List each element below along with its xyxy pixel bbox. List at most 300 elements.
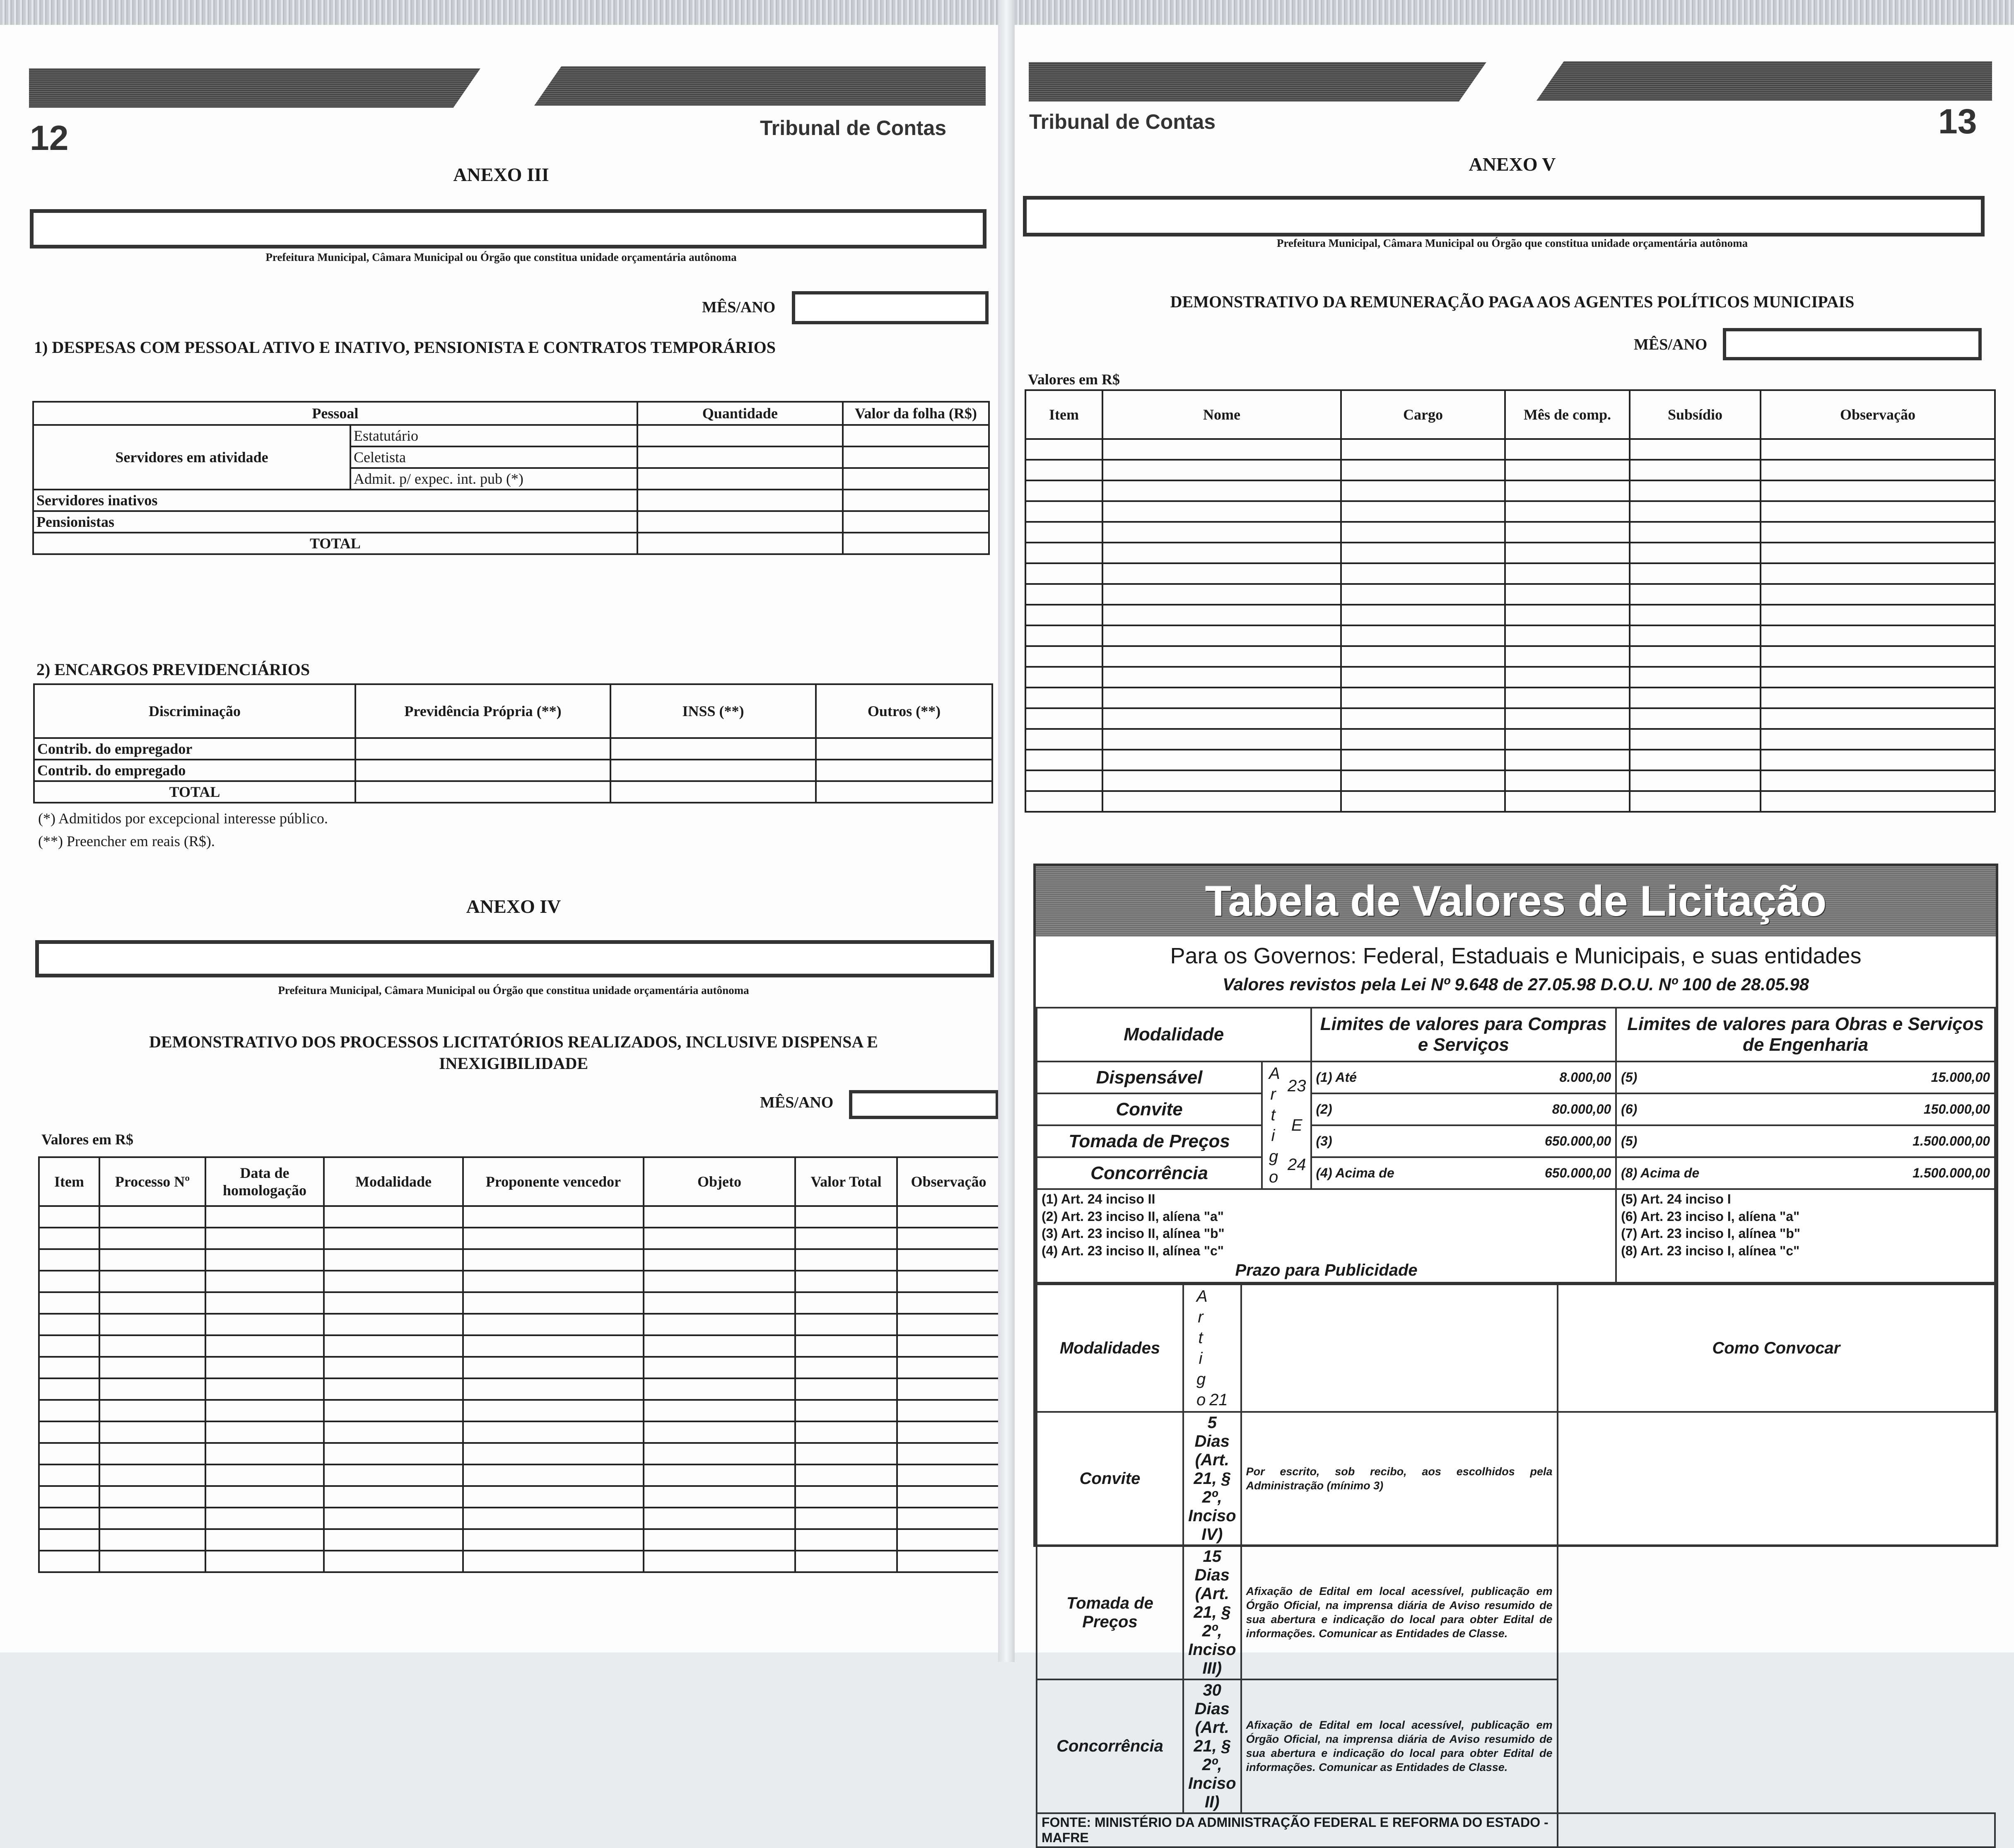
cell-input[interactable] (463, 1464, 644, 1486)
cell-input[interactable] (795, 1508, 897, 1529)
cell-input[interactable] (463, 1529, 644, 1551)
cell-input[interactable] (1505, 770, 1630, 791)
cell-input[interactable] (1761, 625, 1995, 646)
cell-input[interactable] (1630, 543, 1761, 563)
cell-input[interactable] (1630, 688, 1761, 708)
artigo-letters: A r t i g o (1269, 1064, 1280, 1186)
table-row (39, 1292, 1000, 1314)
cell-input[interactable] (39, 1335, 99, 1357)
cell-input[interactable] (463, 1249, 644, 1271)
cell-input[interactable] (1102, 667, 1341, 688)
col-header-valor-folha: Valor da folha (R$) (843, 402, 989, 425)
cell-input[interactable] (1025, 605, 1102, 625)
cell-input[interactable] (897, 1486, 1000, 1508)
cell-input[interactable] (1505, 460, 1630, 480)
cell-input[interactable] (644, 1443, 795, 1464)
cell-input[interactable] (1102, 480, 1341, 501)
cell-input[interactable] (1761, 688, 1995, 708)
cell-input[interactable] (1505, 688, 1630, 708)
cell-input[interactable] (795, 1486, 897, 1508)
cell-input[interactable] (1025, 625, 1102, 646)
cell-input[interactable] (463, 1314, 644, 1335)
cell-input[interactable] (324, 1529, 463, 1551)
cell-input[interactable] (1761, 770, 1995, 791)
cell-input[interactable] (1761, 543, 1995, 563)
cell-input[interactable] (463, 1378, 644, 1400)
cell-input[interactable] (1102, 460, 1341, 480)
mes-ano-field[interactable] (792, 291, 989, 324)
prazo-row (1037, 1679, 1995, 1813)
cell-input[interactable] (610, 781, 816, 803)
cell-input[interactable] (39, 1443, 99, 1464)
cell-input[interactable] (1761, 791, 1995, 812)
cell-input[interactable] (843, 468, 989, 490)
cell-input[interactable] (1025, 563, 1102, 584)
cell-input[interactable] (39, 1357, 99, 1378)
cell-input[interactable] (99, 1443, 205, 1464)
cell-input[interactable] (1630, 460, 1761, 480)
cell-input[interactable] (463, 1228, 644, 1249)
cell-input[interactable] (816, 760, 992, 781)
cell-input[interactable] (1341, 791, 1505, 812)
cell-input[interactable] (1025, 460, 1102, 480)
cell-input[interactable] (463, 1206, 644, 1228)
cell-input[interactable] (39, 1228, 99, 1249)
cell-input[interactable] (1761, 708, 1995, 729)
cell-input[interactable] (1505, 750, 1630, 770)
cell-input[interactable] (1761, 460, 1995, 480)
cell-input[interactable] (843, 533, 989, 554)
cell-input[interactable] (205, 1206, 324, 1228)
cell-input[interactable] (1505, 584, 1630, 605)
cell-input[interactable] (39, 1551, 99, 1572)
cell-input[interactable] (1025, 501, 1102, 522)
cell-input[interactable] (795, 1335, 897, 1357)
cell-input[interactable] (644, 1421, 795, 1443)
cell-input[interactable] (324, 1443, 463, 1464)
header-banner-right-b (1536, 61, 1992, 101)
col-header-discriminacao: Discriminação (34, 684, 355, 738)
table-row (1025, 688, 1995, 708)
cell-input[interactable] (1025, 688, 1102, 708)
cell-input[interactable] (355, 760, 610, 781)
cell-input[interactable] (39, 1271, 99, 1292)
cell-input[interactable] (795, 1292, 897, 1314)
cell-input[interactable] (1505, 501, 1630, 522)
cell-input[interactable] (463, 1271, 644, 1292)
cell-input[interactable] (1341, 688, 1505, 708)
cell-input[interactable] (463, 1486, 644, 1508)
cell-input[interactable] (205, 1228, 324, 1249)
cell-input[interactable] (39, 1249, 99, 1271)
mes-ano-label: MÊS/ANO (760, 1094, 834, 1111)
cell-input[interactable] (1761, 646, 1995, 667)
cell-input[interactable] (897, 1508, 1000, 1529)
cell-input[interactable] (644, 1378, 795, 1400)
cell-input[interactable] (463, 1551, 644, 1572)
cell-input[interactable] (205, 1357, 324, 1378)
cell-input[interactable] (1505, 522, 1630, 543)
compras-valor: 8.000,00 (1469, 1062, 1616, 1093)
cell-input[interactable] (897, 1464, 1000, 1486)
cell-input[interactable] (1341, 770, 1505, 791)
cell-input[interactable] (1341, 625, 1505, 646)
cell-input[interactable] (795, 1206, 897, 1228)
cell-input[interactable] (637, 533, 843, 554)
cell-input[interactable] (843, 511, 989, 533)
cell-input[interactable] (897, 1551, 1000, 1572)
cell-input[interactable] (324, 1400, 463, 1421)
cell-input[interactable] (1341, 750, 1505, 770)
cell-input[interactable] (644, 1529, 795, 1551)
cell-input[interactable] (463, 1443, 644, 1464)
cell-input[interactable] (1630, 770, 1761, 791)
cell-input[interactable] (795, 1400, 897, 1421)
cell-input[interactable] (795, 1378, 897, 1400)
cell-input[interactable] (644, 1464, 795, 1486)
cell-input[interactable] (1025, 729, 1102, 750)
cell-input[interactable] (99, 1271, 205, 1292)
cell-input[interactable] (644, 1314, 795, 1335)
cell-input[interactable] (897, 1421, 1000, 1443)
cell-input[interactable] (1102, 501, 1341, 522)
cell-input[interactable] (39, 1486, 99, 1508)
cell-input[interactable] (1761, 439, 1995, 460)
cell-input[interactable] (1102, 605, 1341, 625)
cell-input[interactable] (205, 1421, 324, 1443)
cell-input[interactable] (99, 1421, 205, 1443)
cell-input[interactable] (1102, 729, 1341, 750)
cell-input[interactable] (463, 1292, 644, 1314)
note: (4) Art. 23 inciso II, alínea "c" (1042, 1243, 1224, 1258)
table-row (39, 1529, 1000, 1551)
cell-input[interactable] (1630, 605, 1761, 625)
table-row (1025, 543, 1995, 563)
cell-input[interactable] (99, 1378, 205, 1400)
cell-input[interactable] (99, 1529, 205, 1551)
cell-input[interactable] (897, 1249, 1000, 1271)
cell-input[interactable] (1025, 543, 1102, 563)
cell-input[interactable] (843, 425, 989, 446)
cell-input[interactable] (39, 1400, 99, 1421)
cell-input[interactable] (1761, 480, 1995, 501)
cell-input[interactable] (99, 1335, 205, 1357)
cell-input[interactable] (1761, 563, 1995, 584)
notes-right (1616, 1189, 1995, 1283)
cell-input[interactable] (795, 1271, 897, 1292)
cell-input[interactable] (637, 490, 843, 511)
cell-input[interactable] (1102, 543, 1341, 563)
cell-input[interactable] (1341, 563, 1505, 584)
cell-input[interactable] (897, 1206, 1000, 1228)
cell-input[interactable] (1630, 439, 1761, 460)
cell-input[interactable] (1341, 439, 1505, 460)
cell-input[interactable] (1630, 791, 1761, 812)
cell-input[interactable] (1025, 791, 1102, 812)
cell-input[interactable] (1025, 708, 1102, 729)
col-header: Data de homologação (205, 1157, 324, 1206)
cell-input[interactable] (324, 1486, 463, 1508)
cell-input[interactable] (39, 1529, 99, 1551)
cell-input[interactable] (644, 1400, 795, 1421)
cell-input[interactable] (1505, 439, 1630, 460)
cell-input[interactable] (99, 1400, 205, 1421)
cell-input[interactable] (1505, 625, 1630, 646)
cell-input[interactable] (1630, 646, 1761, 667)
cell-input[interactable] (637, 425, 843, 446)
cell-input[interactable] (843, 446, 989, 468)
cell-input[interactable] (1025, 439, 1102, 460)
compras-ref: (3) (1311, 1125, 1469, 1157)
cell-input[interactable] (1102, 750, 1341, 770)
cell-input[interactable] (1102, 688, 1341, 708)
entity-name-field[interactable] (30, 209, 986, 248)
cell-input[interactable] (795, 1314, 897, 1335)
cell-input[interactable] (205, 1249, 324, 1271)
cell-input[interactable] (463, 1357, 644, 1378)
cell-input[interactable] (1025, 770, 1102, 791)
cell-input[interactable] (1630, 750, 1761, 770)
cell-input[interactable] (324, 1314, 463, 1335)
row-label-empregador: Contrib. do empregador (34, 738, 355, 760)
cell-input[interactable] (463, 1421, 644, 1443)
cell-input[interactable] (1630, 522, 1761, 543)
cell-input[interactable] (1630, 708, 1761, 729)
cell-input[interactable] (637, 446, 843, 468)
note: (2) Art. 23 inciso II, alíena "a" (1042, 1209, 1224, 1224)
cell-input[interactable] (1025, 584, 1102, 605)
cell-input[interactable] (355, 781, 610, 803)
cell-input[interactable] (1341, 501, 1505, 522)
cell-input[interactable] (1102, 439, 1341, 460)
cell-input[interactable] (324, 1378, 463, 1400)
cell-input[interactable] (324, 1508, 463, 1529)
cell-input[interactable] (39, 1508, 99, 1529)
cell-input[interactable] (1505, 646, 1630, 667)
cell-input[interactable] (324, 1335, 463, 1357)
cell-input[interactable] (205, 1271, 324, 1292)
cell-input[interactable] (1505, 480, 1630, 501)
cell-input[interactable] (99, 1357, 205, 1378)
cell-input[interactable] (1630, 584, 1761, 605)
cell-input[interactable] (1102, 625, 1341, 646)
cell-input[interactable] (1341, 543, 1505, 563)
cell-input[interactable] (1505, 708, 1630, 729)
cell-input[interactable] (897, 1228, 1000, 1249)
cell-input[interactable] (1761, 667, 1995, 688)
cell-input[interactable] (324, 1271, 463, 1292)
entity-name-field[interactable] (35, 940, 994, 977)
cell-input[interactable] (644, 1249, 795, 1271)
cell-input[interactable] (1761, 584, 1995, 605)
cell-input[interactable] (897, 1357, 1000, 1378)
cell-input[interactable] (644, 1508, 795, 1529)
remuneracao-table (1025, 389, 1996, 813)
cell-input[interactable] (463, 1335, 644, 1357)
cell-input[interactable] (644, 1228, 795, 1249)
col-header-como-convocar: Como Convocar (1558, 1284, 1995, 1412)
cell-input[interactable] (644, 1292, 795, 1314)
cell-input[interactable] (795, 1357, 897, 1378)
cell-input[interactable] (1102, 791, 1341, 812)
cell-input[interactable] (99, 1292, 205, 1314)
cell-input[interactable] (324, 1551, 463, 1572)
cell-input[interactable] (1341, 667, 1505, 688)
cell-input[interactable] (355, 738, 610, 760)
cell-input[interactable] (1505, 667, 1630, 688)
cell-input[interactable] (39, 1292, 99, 1314)
cell-input[interactable] (1761, 729, 1995, 750)
cell-input[interactable] (324, 1249, 463, 1271)
cell-input[interactable] (39, 1378, 99, 1400)
cell-input[interactable] (205, 1378, 324, 1400)
cell-input[interactable] (795, 1249, 897, 1271)
cell-input[interactable] (1761, 605, 1995, 625)
cell-input[interactable] (644, 1206, 795, 1228)
cell-input[interactable] (795, 1443, 897, 1464)
cell-input[interactable] (816, 781, 992, 803)
row-label-inativos: Servidores inativos (33, 490, 637, 511)
row-label-empregado: Contrib. do empregado (34, 760, 355, 781)
cell-input[interactable] (644, 1551, 795, 1572)
cell-input[interactable] (1630, 480, 1761, 501)
cell-input[interactable] (1341, 708, 1505, 729)
col-header-obras: Limites de valores para Obras e Serviços de Engenharia (1616, 1008, 1995, 1062)
cell-input[interactable] (1025, 480, 1102, 501)
cell-input[interactable] (99, 1206, 205, 1228)
cell-input[interactable] (637, 511, 843, 533)
cell-input[interactable] (1630, 729, 1761, 750)
cell-input[interactable] (897, 1378, 1000, 1400)
artigo-label: A r t i g o (1196, 1287, 1208, 1409)
cell-input[interactable] (1102, 770, 1341, 791)
cell-input[interactable] (205, 1400, 324, 1421)
cell-input[interactable] (1505, 605, 1630, 625)
cell-input[interactable] (1102, 563, 1341, 584)
cell-input[interactable] (644, 1335, 795, 1357)
cell-input[interactable] (324, 1357, 463, 1378)
cell-input[interactable] (99, 1314, 205, 1335)
cell-input[interactable] (897, 1271, 1000, 1292)
cell-input[interactable] (795, 1464, 897, 1486)
cell-input[interactable] (1761, 501, 1995, 522)
cell-input[interactable] (1505, 791, 1630, 812)
cell-input[interactable] (1505, 563, 1630, 584)
col-header: Item (39, 1157, 99, 1206)
entity-name-field[interactable] (1023, 196, 1985, 236)
cell-input[interactable] (1102, 708, 1341, 729)
cell-input[interactable] (1761, 522, 1995, 543)
cell-input[interactable] (324, 1464, 463, 1486)
cell-input[interactable] (644, 1357, 795, 1378)
cell-input[interactable] (1341, 729, 1505, 750)
cell-input[interactable] (1102, 522, 1341, 543)
cell-input[interactable] (1025, 667, 1102, 688)
cell-input[interactable] (99, 1486, 205, 1508)
cell-input[interactable] (1341, 584, 1505, 605)
cell-input[interactable] (99, 1551, 205, 1572)
cell-input[interactable] (1341, 522, 1505, 543)
cell-input[interactable] (1761, 750, 1995, 770)
cell-input[interactable] (795, 1529, 897, 1551)
cell-input[interactable] (795, 1551, 897, 1572)
cell-input[interactable] (644, 1486, 795, 1508)
cell-input[interactable] (843, 490, 989, 511)
cell-input[interactable] (1025, 522, 1102, 543)
cell-input[interactable] (897, 1292, 1000, 1314)
cell-input[interactable] (99, 1249, 205, 1271)
cell-input[interactable] (39, 1314, 99, 1335)
cell-input[interactable] (39, 1206, 99, 1228)
cell-input[interactable] (463, 1400, 644, 1421)
cell-input[interactable] (324, 1421, 463, 1443)
cell-input[interactable] (816, 738, 992, 760)
cell-input[interactable] (1341, 480, 1505, 501)
cell-input[interactable] (637, 468, 843, 490)
cell-input[interactable] (99, 1464, 205, 1486)
cell-input[interactable] (205, 1464, 324, 1486)
cell-input[interactable] (205, 1486, 324, 1508)
cell-input[interactable] (205, 1529, 324, 1551)
cell-input[interactable] (205, 1443, 324, 1464)
cell-input[interactable] (1505, 729, 1630, 750)
cell-input[interactable] (39, 1464, 99, 1486)
cell-input[interactable] (99, 1508, 205, 1529)
cell-input[interactable] (795, 1228, 897, 1249)
mes-ano-field[interactable] (1723, 328, 1982, 360)
cell-input[interactable] (1102, 584, 1341, 605)
page-number: 13 (1938, 102, 1977, 141)
cell-input[interactable] (324, 1206, 463, 1228)
cell-input[interactable] (324, 1228, 463, 1249)
cell-input[interactable] (1630, 667, 1761, 688)
cell-input[interactable] (897, 1314, 1000, 1335)
cell-input[interactable] (897, 1443, 1000, 1464)
cell-input[interactable] (99, 1228, 205, 1249)
cell-input[interactable] (1341, 460, 1505, 480)
cell-input[interactable] (205, 1335, 324, 1357)
cell-input[interactable] (1630, 501, 1761, 522)
cell-input[interactable] (897, 1529, 1000, 1551)
cell-input[interactable] (39, 1421, 99, 1443)
cell-input[interactable] (610, 760, 816, 781)
cell-input[interactable] (1025, 646, 1102, 667)
table-row (1025, 584, 1995, 605)
col-header-modalidades: Modalidades (1037, 1284, 1183, 1412)
cell-input[interactable] (1630, 563, 1761, 584)
cell-input[interactable] (644, 1271, 795, 1292)
cell-input[interactable] (897, 1400, 1000, 1421)
cell-input[interactable] (324, 1292, 463, 1314)
cell-input[interactable] (1341, 605, 1505, 625)
cell-input[interactable] (205, 1314, 324, 1335)
cell-input[interactable] (205, 1508, 324, 1529)
cell-input[interactable] (1505, 543, 1630, 563)
cell-input[interactable] (463, 1508, 644, 1529)
valores-label: Valores em R$ (41, 1131, 133, 1148)
cell-input[interactable] (205, 1551, 324, 1572)
cell-input[interactable] (897, 1335, 1000, 1357)
cell-input[interactable] (610, 738, 816, 760)
cell-input[interactable] (205, 1292, 324, 1314)
cell-input[interactable] (1102, 646, 1341, 667)
cell-input[interactable] (1630, 625, 1761, 646)
cell-input[interactable] (1025, 750, 1102, 770)
table-row (1025, 460, 1995, 480)
mes-ano-field[interactable] (849, 1090, 999, 1119)
cell-input[interactable] (795, 1421, 897, 1443)
cell-input[interactable] (1341, 646, 1505, 667)
